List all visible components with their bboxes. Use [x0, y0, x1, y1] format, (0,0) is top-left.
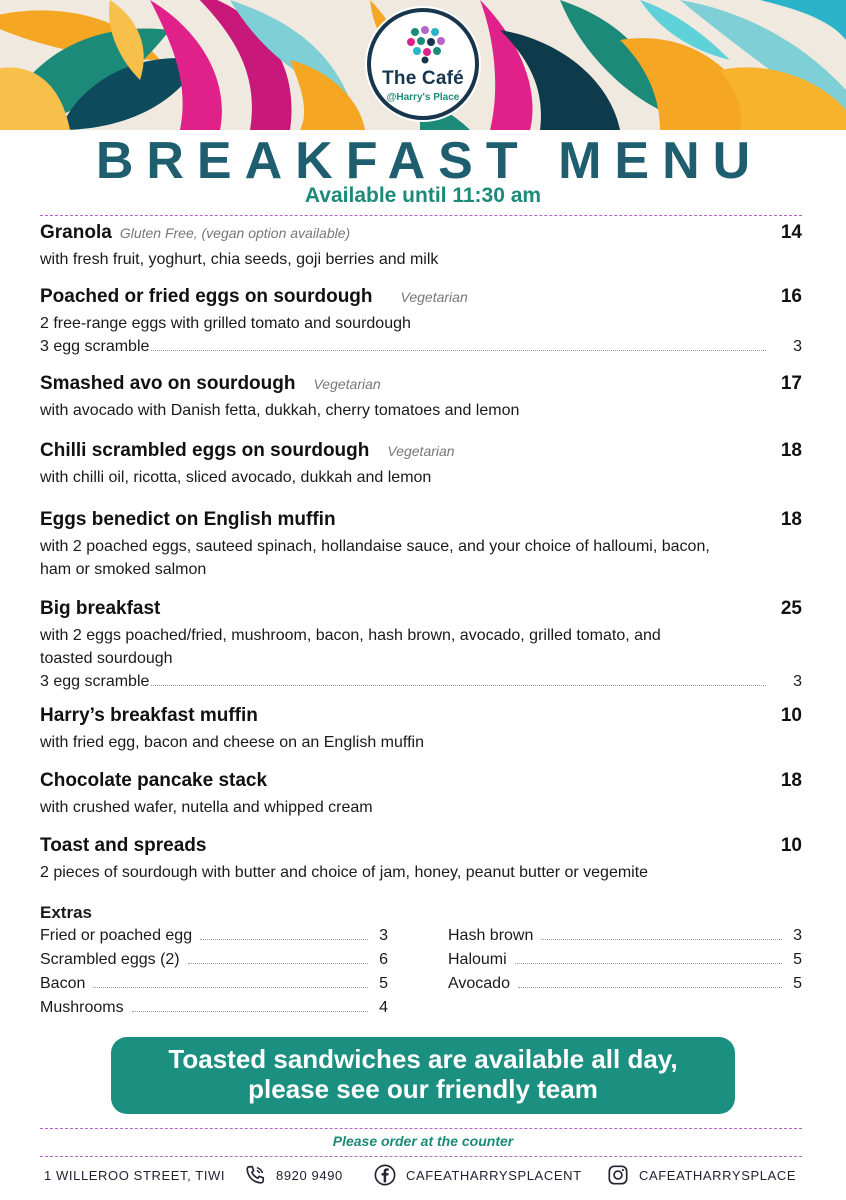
item-addon	[40, 670, 802, 693]
footer-divider-bottom	[40, 1156, 802, 1157]
extra-price: 4	[379, 999, 388, 1016]
extras-heading: Extras	[40, 903, 92, 922]
top-divider	[40, 215, 802, 216]
item-price: 18	[780, 440, 802, 461]
item-price: 25	[780, 598, 802, 619]
item-dietary-tag: Gluten Free, (vegan option available)	[119, 225, 351, 241]
extra-label: Haloumi	[448, 951, 507, 968]
item-addon	[40, 335, 802, 358]
item-price: 10	[780, 835, 802, 856]
item-name: Chocolate pancake stack	[40, 770, 268, 791]
instagram-icon	[607, 1164, 629, 1186]
instagram-handle[interactable]: CAFEATHARRYSPLACE	[639, 1167, 797, 1183]
dotted-leader	[93, 975, 368, 988]
item-name: Toast and spreads	[40, 835, 207, 856]
dotted-leader	[188, 951, 368, 964]
item-name: Big breakfast	[40, 598, 161, 619]
banner-line-1: Toasted sandwiches are available all day,	[168, 1044, 678, 1074]
facebook-icon	[374, 1164, 396, 1186]
order-note: Please order at the counter	[332, 1133, 514, 1149]
item-description: with chilli oil, ricotta, sliced avocado, dukkah and lemon	[40, 469, 432, 486]
extra-label: Fried or poached egg	[40, 927, 193, 944]
item-dietary-tag: Vegetarian	[400, 289, 468, 305]
addon-label: 3 egg scramble	[40, 338, 150, 355]
dotted-leader	[515, 951, 782, 964]
extra-label: Bacon	[40, 975, 86, 992]
extra-label: Mushrooms	[40, 999, 124, 1016]
extra-label: Scrambled eggs (2)	[40, 951, 180, 968]
dotted-leader	[541, 927, 782, 940]
menu-item	[40, 598, 802, 693]
extra-price: 6	[379, 951, 388, 968]
banner-line-2: please see our friendly team	[248, 1074, 598, 1104]
item-description: 2 free-range eggs with grilled tomato and sourdough	[40, 315, 411, 332]
availability-note: Available until 11:30 am	[304, 184, 542, 207]
item-name: Harry’s breakfast muffin	[40, 705, 258, 726]
item-description: with 2 poached eggs, sauteed spinach, hollandaise sauce, and your choice of halloumi, bacon, ham or smoked salmon	[40, 538, 710, 578]
dotted-leader	[151, 673, 766, 686]
item-description: with avocado with Danish fetta, dukkah, cherry tomatoes and lemon	[40, 402, 520, 419]
footer-divider-top	[40, 1128, 802, 1129]
extra-row	[448, 951, 802, 975]
extras-left-column	[40, 927, 388, 1023]
extra-price: 3	[793, 927, 802, 944]
cafe-logo	[367, 8, 479, 120]
extra-price: 5	[793, 975, 802, 992]
menu-item	[40, 373, 802, 422]
item-dietary-tag: Vegetarian	[387, 443, 455, 459]
footer-address	[44, 1163, 225, 1187]
item-price: 18	[780, 770, 802, 791]
item-name: Eggs benedict on English muffin	[40, 509, 336, 530]
menu-item	[40, 509, 802, 581]
logo-dots-icon	[405, 24, 449, 64]
item-name: Poached or fried eggs on sourdough	[40, 286, 373, 307]
extra-label: Hash brown	[448, 927, 534, 944]
toasted-sandwiches-banner	[111, 1037, 735, 1114]
extra-row	[40, 927, 388, 951]
addon-price: 3	[793, 338, 802, 355]
menu-item	[40, 440, 802, 489]
menu-item	[40, 222, 802, 271]
item-price: 10	[780, 705, 802, 726]
dotted-leader	[132, 999, 368, 1012]
extra-row	[448, 927, 802, 951]
addon-label: 3 egg scramble	[40, 673, 150, 690]
menu-item	[40, 835, 802, 884]
dotted-leader	[151, 338, 766, 351]
footer-phone	[244, 1163, 343, 1187]
phone-icon	[244, 1164, 266, 1186]
extra-row	[40, 975, 388, 999]
addon-price: 3	[793, 673, 802, 690]
item-price: 16	[780, 286, 802, 307]
footer-facebook	[374, 1163, 582, 1187]
item-name: Smashed avo on sourdough	[40, 373, 296, 394]
phone-text[interactable]: 8920 9490	[276, 1167, 343, 1183]
extra-row	[448, 975, 802, 999]
dotted-leader	[200, 927, 368, 940]
menu-item	[40, 770, 802, 819]
extra-price: 3	[379, 927, 388, 944]
menu-title: BREAKFAST MENU	[95, 132, 764, 190]
item-description: 2 pieces of sourdough with butter and choice of jam, honey, peanut butter or vegemite	[40, 864, 649, 881]
extras-right-column	[448, 927, 802, 999]
item-price: 14	[780, 222, 802, 243]
extra-price: 5	[793, 951, 802, 968]
extra-label: Avocado	[448, 975, 510, 992]
dotted-leader	[518, 975, 782, 988]
item-description: with fried egg, bacon and cheese on an English muffin	[40, 734, 424, 751]
item-name: Chilli scrambled eggs on sourdough	[40, 440, 370, 461]
footer-instagram	[607, 1163, 796, 1187]
item-price: 18	[780, 509, 802, 530]
logo-subtitle: @Harry's Place	[386, 92, 460, 103]
extra-row	[40, 951, 388, 975]
item-description: with 2 eggs poached/fried, mushroom, bacon, hash brown, avocado, grilled tomato, and toasted sourdough	[40, 627, 661, 667]
item-description: with crushed wafer, nutella and whipped cream	[40, 799, 373, 816]
logo-name: The Café	[382, 68, 464, 89]
item-name: Granola	[40, 222, 112, 243]
item-dietary-tag: Vegetarian	[313, 376, 381, 392]
item-price: 17	[780, 373, 802, 394]
extra-price: 5	[379, 975, 388, 992]
menu-item	[40, 705, 802, 754]
address-text: 1 WILLEROO STREET, TIWI	[44, 1167, 226, 1183]
extra-row	[40, 999, 388, 1023]
item-description: with fresh fruit, yoghurt, chia seeds, goji berries and milk	[40, 251, 439, 268]
menu-item	[40, 286, 802, 358]
facebook-handle[interactable]: CAFEATHARRYSPLACENT	[406, 1167, 582, 1183]
